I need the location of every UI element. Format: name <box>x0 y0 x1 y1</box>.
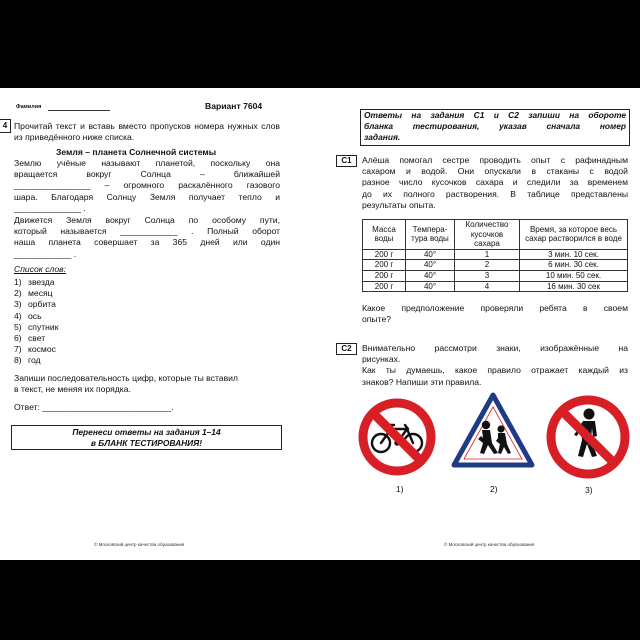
variant-number: Вариант 7604 <box>205 101 263 111</box>
sign-label: 3) <box>585 485 593 495</box>
task-c1-question <box>362 303 628 325</box>
list-item <box>14 333 134 344</box>
list-item-number: 7) <box>14 344 22 355</box>
table-row <box>363 281 628 292</box>
text-line: ________________ – огромного раскалённого газового <box>14 180 280 191</box>
list-item-number: 6) <box>14 333 22 344</box>
column-header: Масса воды <box>363 220 406 250</box>
box-line: в БЛАНК ТЕСТИРОВАНИЯ! <box>90 437 203 448</box>
list-item-word: космос <box>28 344 56 355</box>
table-cell: 200 г <box>363 249 406 260</box>
text-line: Алёша помогал сестре проводить опыт с рафинадным <box>362 155 628 165</box>
table-cell: 200 г <box>363 260 406 271</box>
table-cell: 200 г <box>363 270 406 281</box>
column-header: Темпера-тура воды <box>406 220 455 250</box>
list-item-word: год <box>28 355 41 366</box>
instruction-line: в текст, не меняя их порядка. <box>14 384 131 395</box>
text-title: Земля – планета Солнечной системы <box>56 147 217 157</box>
header-line: бланка тестирования, указав сначала номер <box>364 121 626 131</box>
list-item-number: 1) <box>14 277 22 287</box>
list-item-word: спутник <box>28 321 59 332</box>
word-list <box>14 277 134 367</box>
paragraph-2 <box>14 215 280 260</box>
footer-copyright: © Московский центр качества образования <box>94 542 185 547</box>
list-item-word: месяц <box>28 288 53 299</box>
text-line: результаты опыта. <box>362 199 436 210</box>
list-item-number: 4) <box>14 310 22 321</box>
list-item <box>14 311 134 322</box>
list-item-number: 5) <box>14 321 22 332</box>
table-cell: 1 <box>455 249 520 260</box>
list-item <box>14 277 134 288</box>
list-item <box>14 344 134 355</box>
table-cell: 3 <box>455 270 520 281</box>
table-cell: 2 <box>455 260 520 271</box>
table-cell: 16 мин. 30 сек <box>520 281 628 292</box>
text-line: сахаром и водой. Они опускали в стаканы с водой <box>362 166 628 177</box>
sign-label: 1) <box>396 484 404 494</box>
task-c1-text <box>362 155 628 211</box>
answer-field[interactable]: Ответ: ___________________________. <box>14 402 174 412</box>
transfer-answers-box <box>11 425 282 450</box>
list-item-number: 3) <box>14 299 22 310</box>
table-cell: 40° <box>406 281 455 292</box>
list-item <box>14 322 134 333</box>
text-line: Движется Земля вокруг Солнца по особому пути, <box>14 215 280 225</box>
text-line: Как ты думаешь, какое правило отражает каждый из <box>362 365 628 376</box>
list-item-word: звезда <box>28 277 55 287</box>
text-line: ______________ . <box>14 202 86 213</box>
right-page <box>320 88 640 560</box>
table-header-row <box>363 220 628 250</box>
list-item-number: 8) <box>14 355 22 366</box>
task-number: 4 <box>0 119 11 133</box>
table-cell: 40° <box>406 270 455 281</box>
header-line: Ответы на задания С1 и С2 запиши на обороте <box>364 110 626 120</box>
text-line: наша планета совершает за 365 дней или один <box>14 237 280 248</box>
no-bicycle-icon <box>357 397 437 477</box>
task-intro: Прочитай текст и вставь вместо пропусков номера нужных слов из приведённого ниже списка. <box>14 121 280 143</box>
task-c2-label: С2 <box>336 343 357 355</box>
list-item-word: ось <box>28 310 42 321</box>
task-c1-label: С1 <box>336 155 357 167</box>
worksheet <box>0 88 640 560</box>
text-line: вращается вокруг Солнца – ближайшей <box>14 169 280 180</box>
text-line: Землю учёные называют планетой, поскольку она <box>14 158 280 168</box>
task-c2-text <box>362 343 628 388</box>
text-line: знаков? Напиши эти правила. <box>362 376 482 387</box>
sign-label: 2) <box>490 484 498 494</box>
table-cell: 200 г <box>363 281 406 292</box>
surname-line <box>48 110 110 111</box>
table-body <box>363 249 628 291</box>
table-cell: 10 мин. 50 сек. <box>520 270 628 281</box>
list-item <box>14 299 134 310</box>
text-line: шара. Благодаря Солнцу Земля получает тепло и <box>14 191 280 202</box>
text-line: рисунках. <box>362 354 401 365</box>
instruction-line: Запиши последовательность цифр, которые ты вставил <box>14 373 238 383</box>
text-line: ____________ . <box>14 248 77 259</box>
answers-header-box <box>360 109 630 146</box>
table-row <box>363 249 628 260</box>
table-cell: 6 мин. 30 сек. <box>520 260 628 271</box>
list-item <box>14 355 134 366</box>
text-line: до их полного растворения. В таблице представлены <box>362 188 628 199</box>
text-line: Внимательно рассмотри знаки, изображённые на <box>362 343 628 353</box>
table-row <box>363 260 628 271</box>
table-cell: 40° <box>406 260 455 271</box>
column-header: Количество кусочков сахара <box>455 220 520 250</box>
table-row <box>363 270 628 281</box>
instruction <box>14 373 284 395</box>
text-line: разное число кусочков сахара и следили за временем <box>362 177 628 188</box>
children-crossing-icon <box>450 391 536 471</box>
list-item <box>14 288 134 299</box>
experiment-table <box>362 219 628 292</box>
list-item-number: 2) <box>14 288 22 299</box>
column-header: Время, за которое весь сахар растворился в воде <box>520 220 628 250</box>
text-line: который называется ____________ . Полный оборот <box>14 226 280 237</box>
word-list-title: Список слов: <box>14 264 67 274</box>
text-line: Какое предположение проверяли ребята в своем <box>362 303 628 313</box>
table-cell: 3 мин. 10 сек. <box>520 249 628 260</box>
surname-label: Фамилия <box>16 104 42 110</box>
paragraph-1 <box>14 158 280 214</box>
footer-copyright: © Московский центр качества образования <box>444 542 535 547</box>
list-item-word: свет <box>28 333 46 344</box>
table-cell: 4 <box>455 281 520 292</box>
list-item-word: орбита <box>28 299 56 310</box>
no-pedestrians-icon <box>545 394 631 480</box>
header-line: задания. <box>364 132 401 142</box>
box-line: Перенеси ответы на задания 1–14 <box>72 427 221 437</box>
table-cell: 40° <box>406 249 455 260</box>
left-page <box>0 88 320 560</box>
text-line: опыте? <box>362 314 392 325</box>
